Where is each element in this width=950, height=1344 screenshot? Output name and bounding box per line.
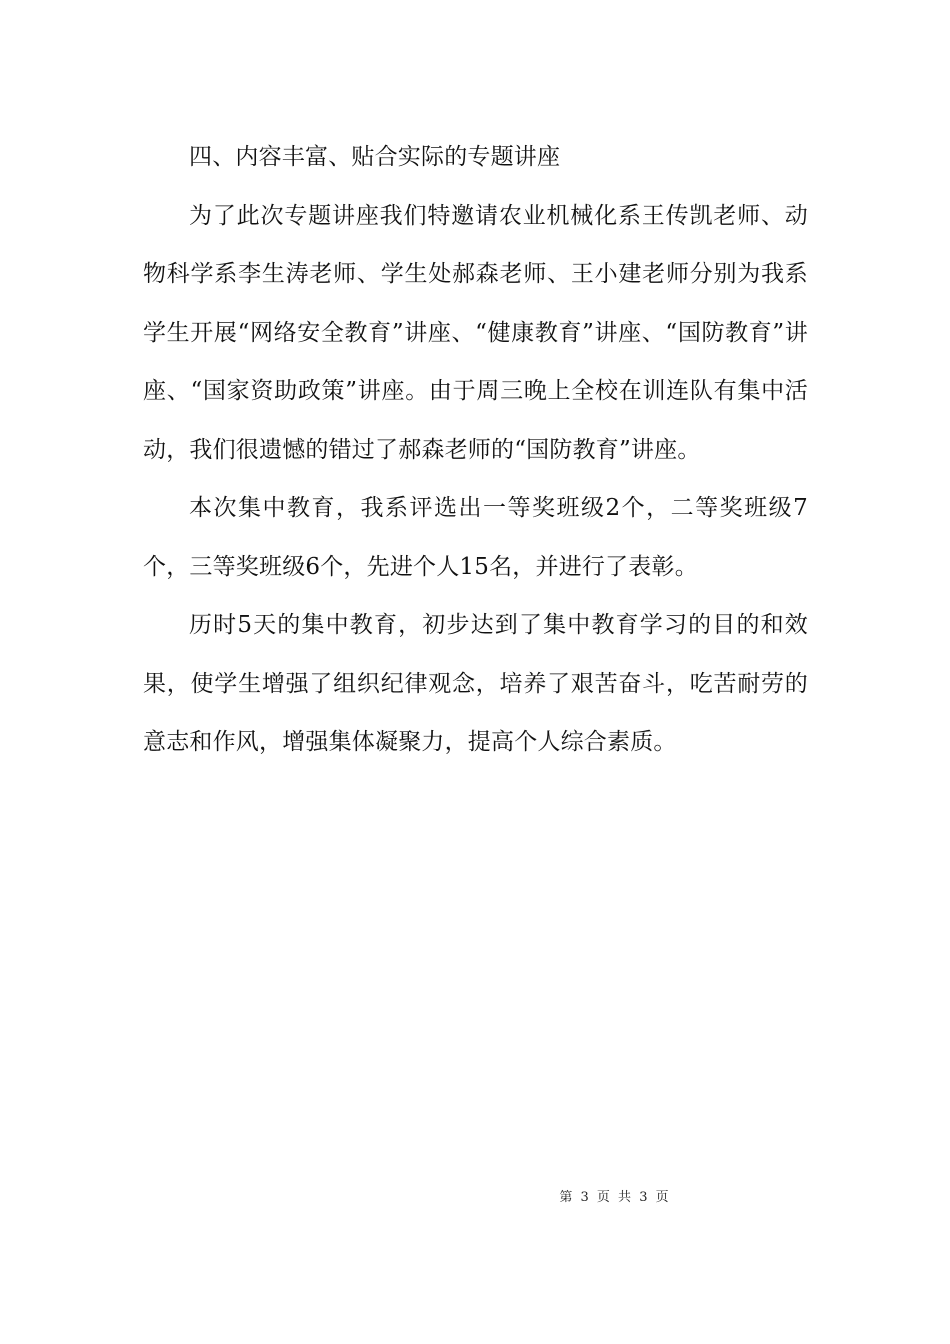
- paragraph-lectures: 为了此次专题讲座我们特邀请农业机械化系王传凯老师、动物科学系李生涛老师、学生处郝森老师、王小建老师分别为我系学生开展“网络安全教育”讲座、“健康教育”讲座、“国防教育”讲座、“国家资助政策”讲座。由于周三晚上全校在训连队有集中活动，我们很遗憾的错过了郝森老师的“国防教育”讲座。: [143, 202, 808, 463]
- page-number: 第 3 页 共 3 页: [559, 1190, 671, 1205]
- paragraph-awards: 本次集中教育，我系评选出一等奖班级2个，二等奖班级7个，三等奖班级6个，先进个人15名，并进行了表彰。: [143, 495, 808, 580]
- paragraph-summary: 历时5天的集中教育，初步达到了集中教育学习的目的和效果，使学生增强了组织纪律观念，培养了艰苦奋斗，吃苦耐劳的意志和作风，增强集体凝聚力，提高个人综合素质。: [143, 612, 808, 755]
- section-heading: 四、内容丰富、贴合实际的专题讲座: [189, 144, 561, 170]
- document-body: [143, 128, 808, 772]
